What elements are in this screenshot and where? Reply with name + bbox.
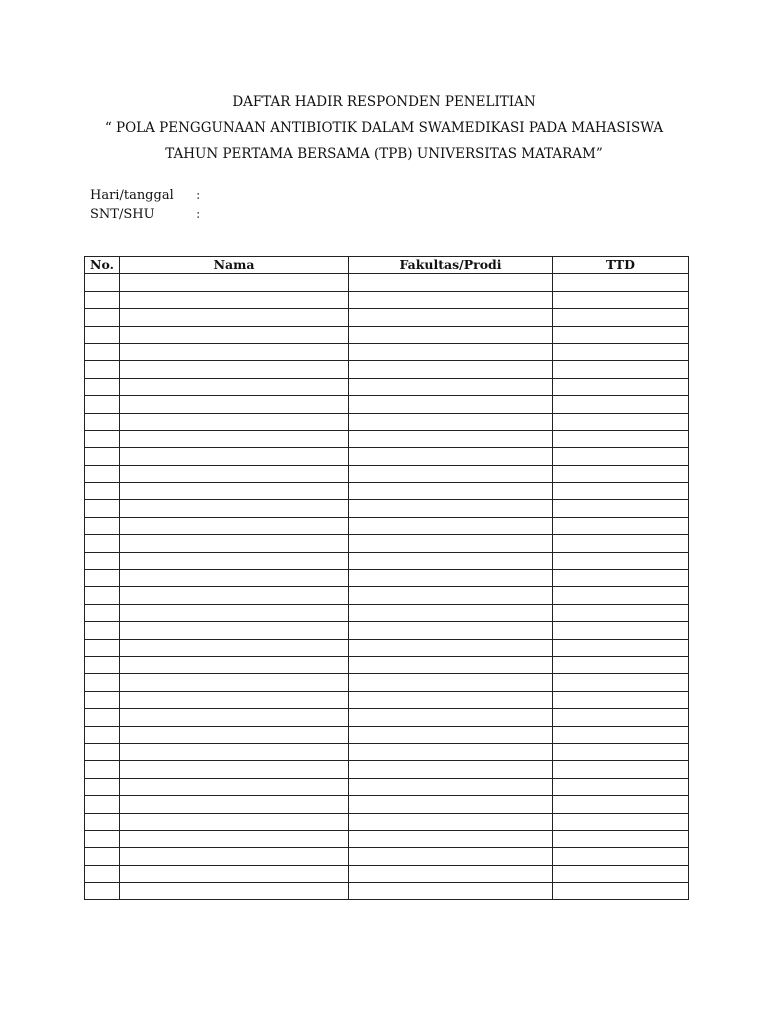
cell-nama bbox=[120, 343, 349, 360]
cell-no bbox=[85, 361, 120, 378]
table-row bbox=[85, 465, 689, 482]
table-row bbox=[85, 448, 689, 465]
cell-ttd bbox=[553, 326, 689, 343]
cell-ttd bbox=[553, 570, 689, 587]
table-row bbox=[85, 883, 689, 900]
table-row bbox=[85, 570, 689, 587]
cell-ttd bbox=[553, 656, 689, 673]
table-row bbox=[85, 691, 689, 708]
cell-nama bbox=[120, 587, 349, 604]
table-row bbox=[85, 378, 689, 395]
cell-nama bbox=[120, 848, 349, 865]
cell-no bbox=[85, 604, 120, 621]
cell-fakultas-prodi bbox=[349, 396, 553, 413]
cell-no bbox=[85, 500, 120, 517]
table-row bbox=[85, 430, 689, 447]
cell-ttd bbox=[553, 343, 689, 360]
cell-ttd bbox=[553, 552, 689, 569]
table-row bbox=[85, 361, 689, 378]
cell-nama bbox=[120, 622, 349, 639]
cell-no bbox=[85, 396, 120, 413]
cell-no bbox=[85, 378, 120, 395]
cell-fakultas-prodi bbox=[349, 517, 553, 534]
table-row bbox=[85, 743, 689, 760]
cell-fakultas-prodi bbox=[349, 483, 553, 500]
cell-ttd bbox=[553, 378, 689, 395]
cell-ttd bbox=[553, 848, 689, 865]
cell-fakultas-prodi bbox=[349, 691, 553, 708]
cell-no bbox=[85, 326, 120, 343]
cell-fakultas-prodi bbox=[349, 778, 553, 795]
cell-nama bbox=[120, 656, 349, 673]
cell-ttd bbox=[553, 413, 689, 430]
cell-fakultas-prodi bbox=[349, 674, 553, 691]
table-row bbox=[85, 396, 689, 413]
table-row bbox=[85, 778, 689, 795]
table-row bbox=[85, 813, 689, 830]
cell-nama bbox=[120, 500, 349, 517]
cell-ttd bbox=[553, 587, 689, 604]
attendance-table bbox=[84, 256, 689, 900]
table-row bbox=[85, 674, 689, 691]
cell-ttd bbox=[553, 639, 689, 656]
cell-nama bbox=[120, 291, 349, 308]
cell-fakultas-prodi bbox=[349, 830, 553, 847]
cell-fakultas-prodi bbox=[349, 448, 553, 465]
table-row bbox=[85, 535, 689, 552]
cell-fakultas-prodi bbox=[349, 465, 553, 482]
cell-no bbox=[85, 448, 120, 465]
cell-fakultas-prodi bbox=[349, 587, 553, 604]
table-row bbox=[85, 830, 689, 847]
cell-ttd bbox=[553, 500, 689, 517]
cell-fakultas-prodi bbox=[349, 535, 553, 552]
table-row bbox=[85, 552, 689, 569]
cell-no bbox=[85, 709, 120, 726]
field-separator: : bbox=[196, 188, 201, 203]
cell-nama bbox=[120, 274, 349, 291]
cell-nama bbox=[120, 743, 349, 760]
cell-ttd bbox=[553, 274, 689, 291]
cell-fakultas-prodi bbox=[349, 865, 553, 882]
table-row bbox=[85, 865, 689, 882]
cell-ttd bbox=[553, 726, 689, 743]
cell-fakultas-prodi bbox=[349, 413, 553, 430]
cell-no bbox=[85, 535, 120, 552]
cell-ttd bbox=[553, 778, 689, 795]
field-label: SNT/SHU bbox=[90, 207, 155, 222]
cell-ttd bbox=[553, 483, 689, 500]
table-row bbox=[85, 326, 689, 343]
table-row bbox=[85, 274, 689, 291]
cell-nama bbox=[120, 483, 349, 500]
cell-fakultas-prodi bbox=[349, 326, 553, 343]
cell-fakultas-prodi bbox=[349, 378, 553, 395]
cell-nama bbox=[120, 604, 349, 621]
cell-no bbox=[85, 726, 120, 743]
cell-nama bbox=[120, 396, 349, 413]
cell-ttd bbox=[553, 622, 689, 639]
cell-nama bbox=[120, 326, 349, 343]
cell-fakultas-prodi bbox=[349, 813, 553, 830]
header-no: No. bbox=[85, 257, 120, 274]
cell-nama bbox=[120, 448, 349, 465]
table-row bbox=[85, 309, 689, 326]
header-fakultas-prodi: Fakultas/Prodi bbox=[349, 257, 553, 274]
cell-fakultas-prodi bbox=[349, 622, 553, 639]
cell-nama bbox=[120, 691, 349, 708]
header-nama: Nama bbox=[120, 257, 349, 274]
title-line-1: DAFTAR HADIR RESPONDEN PENELITIAN bbox=[232, 94, 536, 110]
cell-ttd bbox=[553, 309, 689, 326]
cell-no bbox=[85, 743, 120, 760]
cell-nama bbox=[120, 639, 349, 656]
cell-no bbox=[85, 552, 120, 569]
cell-ttd bbox=[553, 604, 689, 621]
cell-ttd bbox=[553, 830, 689, 847]
table-row bbox=[85, 343, 689, 360]
cell-no bbox=[85, 517, 120, 534]
cell-no bbox=[85, 796, 120, 813]
cell-nama bbox=[120, 778, 349, 795]
field-label: Hari/tanggal bbox=[90, 188, 174, 203]
cell-ttd bbox=[553, 865, 689, 882]
cell-fakultas-prodi bbox=[349, 343, 553, 360]
cell-no bbox=[85, 865, 120, 882]
cell-no bbox=[85, 483, 120, 500]
cell-fakultas-prodi bbox=[349, 430, 553, 447]
cell-ttd bbox=[553, 448, 689, 465]
cell-ttd bbox=[553, 796, 689, 813]
cell-no bbox=[85, 309, 120, 326]
cell-no bbox=[85, 430, 120, 447]
cell-nama bbox=[120, 570, 349, 587]
cell-nama bbox=[120, 361, 349, 378]
cell-fakultas-prodi bbox=[349, 656, 553, 673]
table-row bbox=[85, 517, 689, 534]
cell-nama bbox=[120, 517, 349, 534]
cell-ttd bbox=[553, 535, 689, 552]
table-row bbox=[85, 796, 689, 813]
cell-ttd bbox=[553, 430, 689, 447]
cell-no bbox=[85, 656, 120, 673]
table-row bbox=[85, 622, 689, 639]
cell-no bbox=[85, 570, 120, 587]
cell-ttd bbox=[553, 743, 689, 760]
cell-ttd bbox=[553, 465, 689, 482]
title-line-3: TAHUN PERTAMA BERSAMA (TPB) UNIVERSITAS MATARAM” bbox=[165, 146, 603, 162]
table-row bbox=[85, 656, 689, 673]
cell-fakultas-prodi bbox=[349, 848, 553, 865]
cell-nama bbox=[120, 309, 349, 326]
cell-no bbox=[85, 813, 120, 830]
cell-fakultas-prodi bbox=[349, 309, 553, 326]
table-row bbox=[85, 709, 689, 726]
cell-no bbox=[85, 587, 120, 604]
field-snt-shu bbox=[90, 207, 200, 223]
table-row bbox=[85, 604, 689, 621]
table-row bbox=[85, 726, 689, 743]
table-row bbox=[85, 848, 689, 865]
cell-nama bbox=[120, 726, 349, 743]
cell-ttd bbox=[553, 813, 689, 830]
cell-nama bbox=[120, 465, 349, 482]
field-separator: : bbox=[196, 207, 201, 222]
cell-ttd bbox=[553, 291, 689, 308]
cell-fakultas-prodi bbox=[349, 291, 553, 308]
cell-no bbox=[85, 274, 120, 291]
cell-ttd bbox=[553, 761, 689, 778]
cell-ttd bbox=[553, 361, 689, 378]
cell-nama bbox=[120, 378, 349, 395]
cell-nama bbox=[120, 430, 349, 447]
cell-ttd bbox=[553, 691, 689, 708]
cell-no bbox=[85, 778, 120, 795]
cell-nama bbox=[120, 709, 349, 726]
cell-no bbox=[85, 465, 120, 482]
cell-fakultas-prodi bbox=[349, 274, 553, 291]
cell-ttd bbox=[553, 883, 689, 900]
cell-no bbox=[85, 674, 120, 691]
table-body bbox=[85, 274, 689, 900]
cell-fakultas-prodi bbox=[349, 709, 553, 726]
cell-nama bbox=[120, 813, 349, 830]
cell-fakultas-prodi bbox=[349, 361, 553, 378]
cell-nama bbox=[120, 865, 349, 882]
table-row bbox=[85, 483, 689, 500]
cell-ttd bbox=[553, 674, 689, 691]
cell-no bbox=[85, 883, 120, 900]
title-line-2: “ POLA PENGGUNAAN ANTIBIOTIK DALAM SWAMEDIKASI PADA MAHASISWA bbox=[104, 120, 664, 136]
table-row bbox=[85, 761, 689, 778]
cell-fakultas-prodi bbox=[349, 500, 553, 517]
cell-no bbox=[85, 343, 120, 360]
cell-no bbox=[85, 761, 120, 778]
cell-nama bbox=[120, 535, 349, 552]
cell-nama bbox=[120, 830, 349, 847]
table-row bbox=[85, 587, 689, 604]
table-row bbox=[85, 500, 689, 517]
cell-fakultas-prodi bbox=[349, 604, 553, 621]
cell-fakultas-prodi bbox=[349, 639, 553, 656]
header-ttd: TTD bbox=[553, 257, 689, 274]
cell-no bbox=[85, 691, 120, 708]
table-header-row bbox=[85, 257, 689, 274]
cell-nama bbox=[120, 796, 349, 813]
cell-nama bbox=[120, 883, 349, 900]
cell-no bbox=[85, 622, 120, 639]
cell-ttd bbox=[553, 517, 689, 534]
table-row bbox=[85, 291, 689, 308]
cell-fakultas-prodi bbox=[349, 743, 553, 760]
cell-nama bbox=[120, 552, 349, 569]
cell-fakultas-prodi bbox=[349, 883, 553, 900]
cell-fakultas-prodi bbox=[349, 761, 553, 778]
cell-no bbox=[85, 848, 120, 865]
field-hari-tanggal bbox=[90, 188, 200, 204]
cell-fakultas-prodi bbox=[349, 552, 553, 569]
cell-no bbox=[85, 639, 120, 656]
cell-no bbox=[85, 413, 120, 430]
table-row bbox=[85, 639, 689, 656]
table-row bbox=[85, 413, 689, 430]
cell-nama bbox=[120, 413, 349, 430]
cell-no bbox=[85, 291, 120, 308]
cell-nama bbox=[120, 674, 349, 691]
cell-fakultas-prodi bbox=[349, 570, 553, 587]
cell-fakultas-prodi bbox=[349, 726, 553, 743]
cell-nama bbox=[120, 761, 349, 778]
cell-no bbox=[85, 830, 120, 847]
cell-ttd bbox=[553, 396, 689, 413]
cell-fakultas-prodi bbox=[349, 796, 553, 813]
cell-ttd bbox=[553, 709, 689, 726]
